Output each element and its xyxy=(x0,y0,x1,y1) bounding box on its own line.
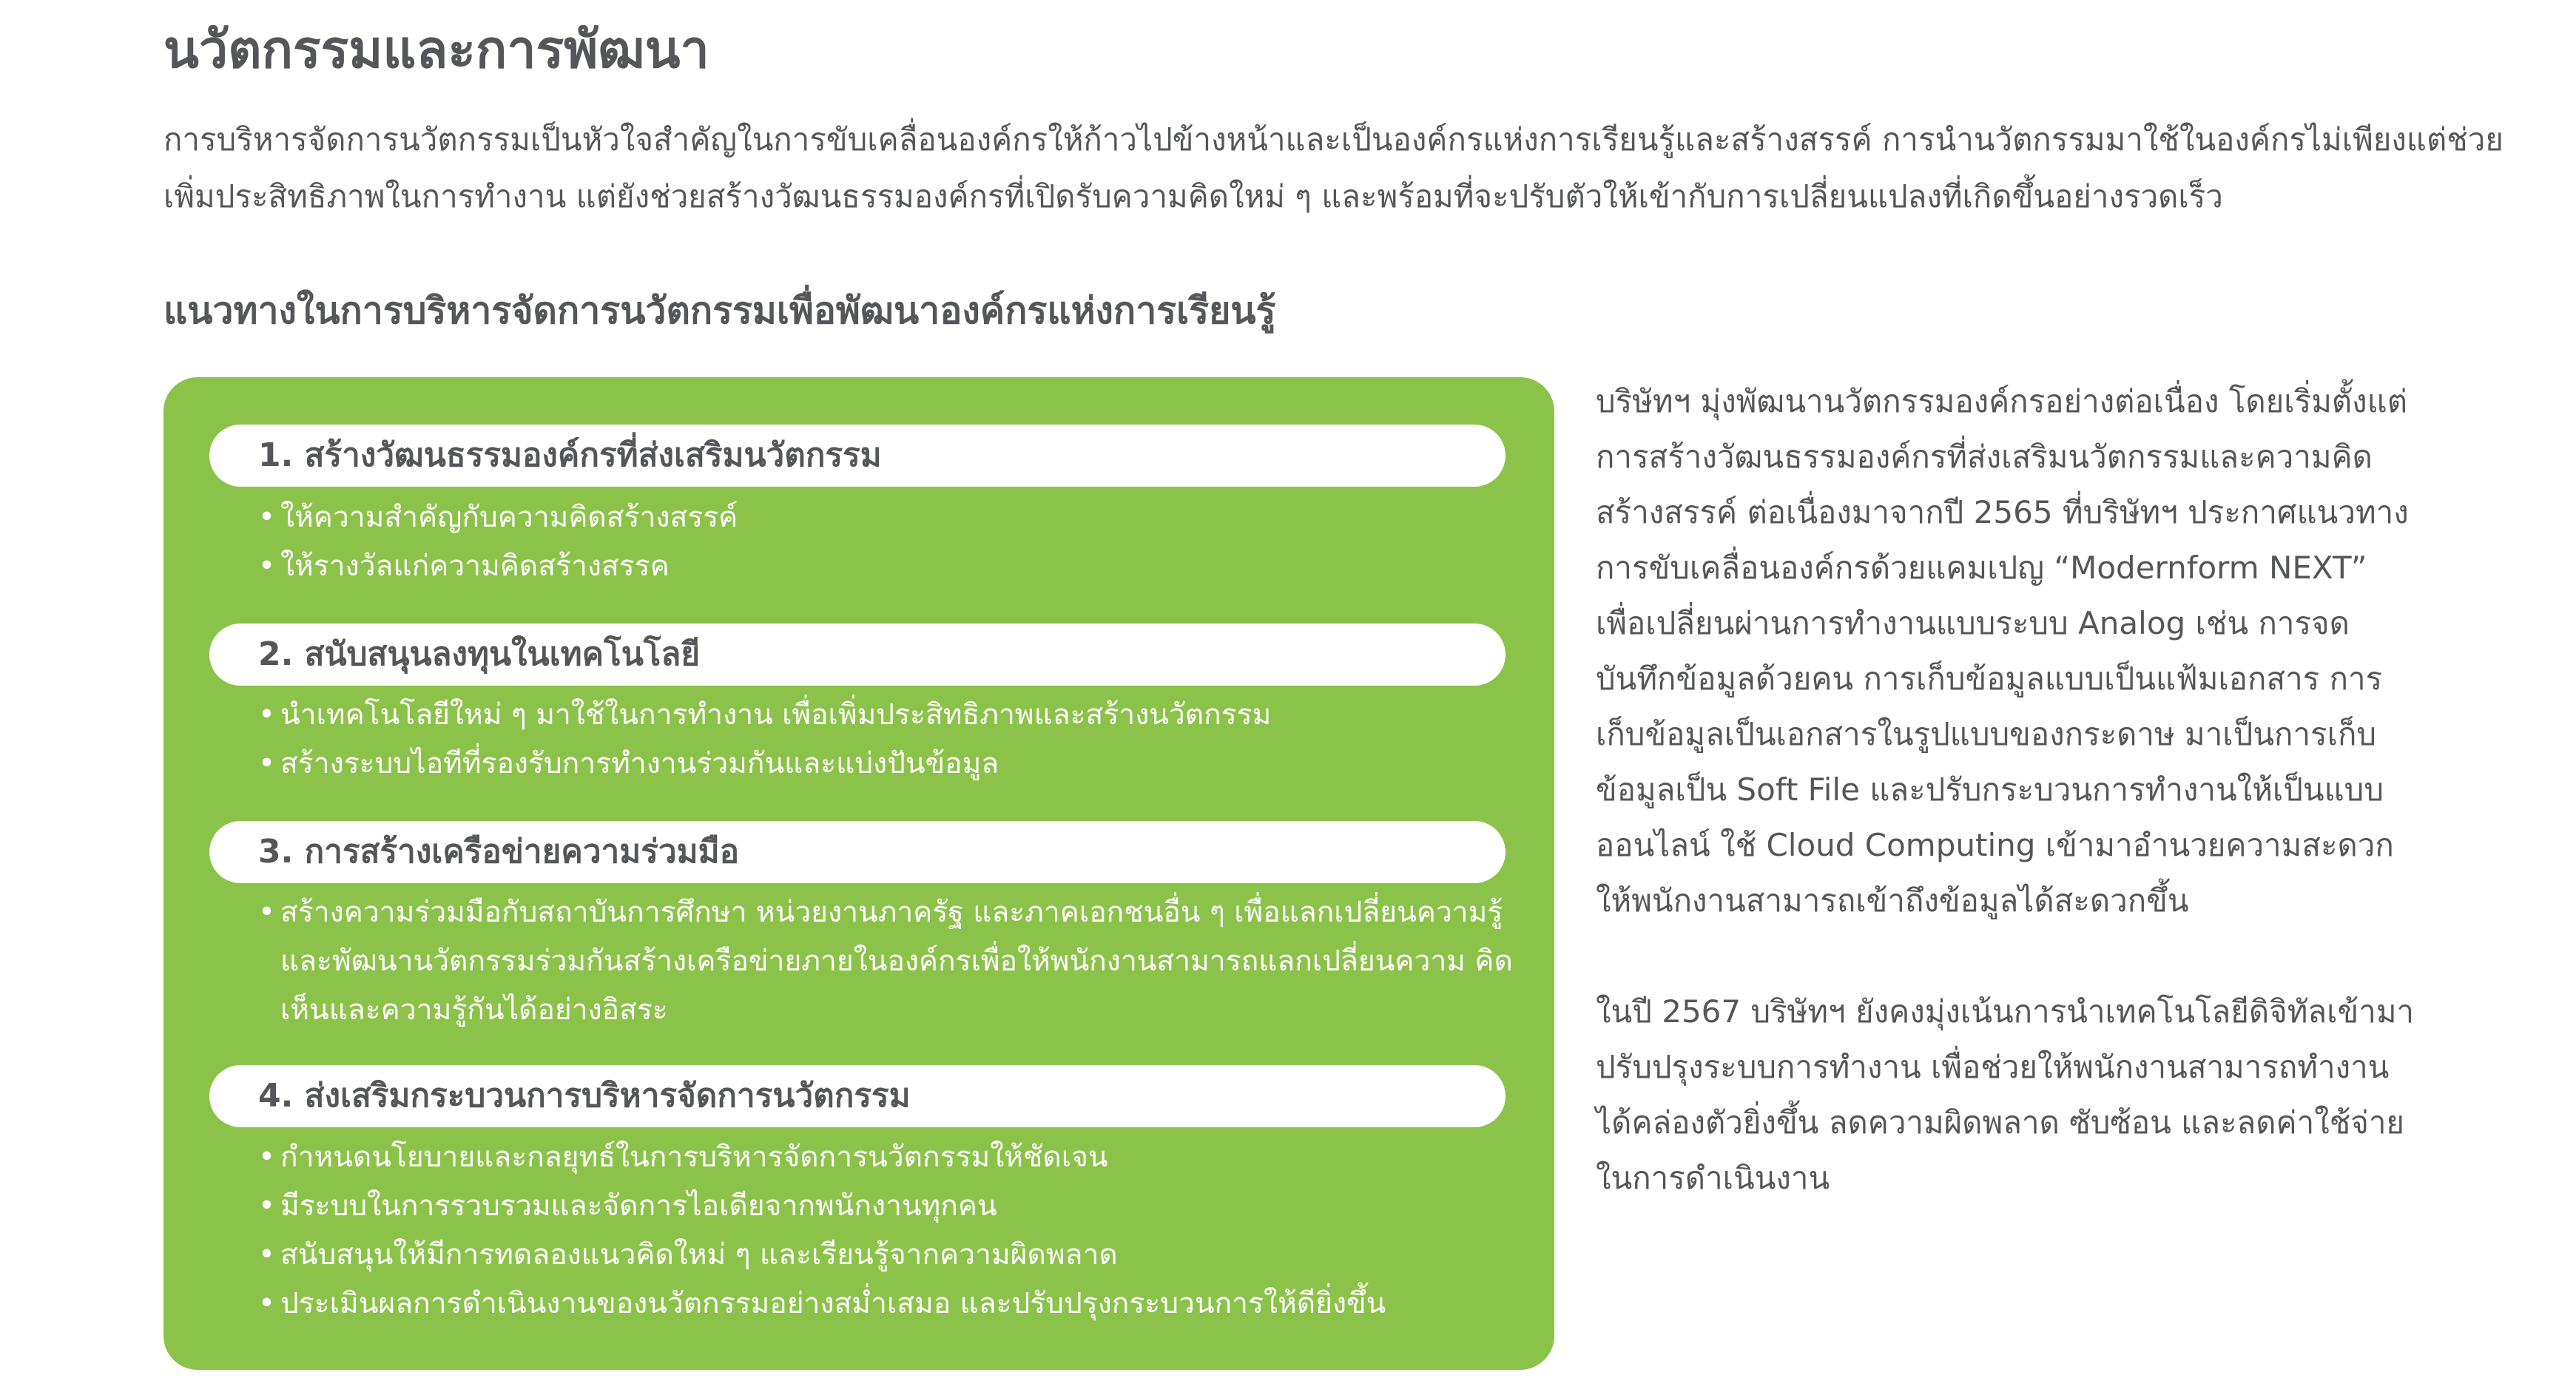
guidelines-panel xyxy=(163,377,1554,1370)
list-item-text: กำหนดนโยบายและกลยุทธ์ในการบริหารจัดการนวัตกรรมให้ชัดเจน xyxy=(280,1141,1108,1174)
list-item xyxy=(258,888,1538,1035)
list-item xyxy=(258,493,738,542)
bullet-icon: • xyxy=(258,896,276,929)
list-item xyxy=(258,1182,1386,1231)
side-description xyxy=(1596,374,2424,1206)
intro-line: การบริหารจัดการนวัตกรรมเป็นหัวใจสำคัญในการขับเคลื่อนองค์กรให้ก้าวไปข้างหน้าและเป็นองค์กรแห่งการเรียนรู้และสร้างสรรค์ การนำนวัตกรรมมาใช้ในองค์กรไม่เพียงแต่ช่วย xyxy=(163,121,2503,158)
list-item xyxy=(258,1231,1386,1280)
list-item-text: ให้รางวัลแก่ความคิดสร้างสรรค xyxy=(280,550,670,583)
side-paragraph-1: บริษัทฯ มุ่งพัฒนานวัตกรรมองค์กรอย่างต่อเนื่อง โดยเริ่มตั้งแต่การสร้างวัฒนธรรมองค์กรที่ส่งเสริมนวัตกรรมและความคิดสร้างสรรค์ ต่อเนื่องมาจากปี 2565 ที่บริษัทฯ ประกาศแนวทางการขับเคลื่อนองค์กรด้วยแคมเปญ “Modernform NEXT” เพื่อเปลี่ยนผ่านการทำงานแบบระบบ Analog เช่น การจดบันทึกข้อมูลด้วยคน การเก็บข้อมูลแบบเป็นแฟ้มเอกสาร การเก็บข้อมูลเป็นเอกสารในรูปแบบของกระดาษ มาเป็นการเก็บข้อมูลเป็น Soft File และปรับกระบวนการทำงานให้เป็นแบบออนไลน์ ใช้ Cloud Computing เข้ามาอำนวยความสะดวกให้พนักงานสามารถเข้าถึงข้อมูลได้สะดวกขึ้น xyxy=(1596,383,2409,919)
list-item xyxy=(258,740,1271,788)
list-item-text: มีระบบในการรวบรวมและจัดการไอเดียจากพนักงานทุกคน xyxy=(280,1189,997,1223)
list-item xyxy=(258,1280,1386,1328)
page-title: นวัตกรรมและการพัฒนา xyxy=(163,19,709,80)
bullet-icon: • xyxy=(258,747,276,780)
bullet-icon: • xyxy=(258,501,276,534)
list-item-text: นำเทคโนโลยีใหม่ ๆ มาใช้ในการทำงาน เพื่อเพิ่มประสิทธิภาพและสร้างนวัตกรรม xyxy=(280,698,1272,732)
list-item-text: ให้ความสำคัญกับความคิดสร้างสรรค์ xyxy=(280,501,738,534)
intro-paragraph xyxy=(163,111,2503,225)
bullet-icon: • xyxy=(258,1141,276,1174)
guideline-list-3 xyxy=(258,888,1538,1035)
bullet-icon: • xyxy=(258,550,276,583)
guideline-list-2 xyxy=(258,691,1271,788)
guideline-title-2: 2. สนับสนุนลงทุนในเทคโนโลยี xyxy=(209,624,1506,686)
section-heading: แนวทางในการบริหารจัดการนวัตกรรมเพื่อพัฒนาองค์กรแห่งการเรียนรู้ xyxy=(163,289,1276,332)
guideline-title-1: 1. สร้างวัฒนธรรมองค์กรที่ส่งเสริมนวัตกรรม xyxy=(209,425,1506,487)
list-item-text: ประเมินผลการดำเนินงานของนวัตกรรมอย่างสม่ำเสมอ และปรับปรุงกระบวนการให้ดียิ่งขึ้น xyxy=(280,1287,1386,1320)
guideline-list-4 xyxy=(258,1133,1386,1328)
list-item-text: สร้างความร่วมมือกับสถาบันการศึกษา หน่วยงานภาครัฐ และภาคเอกชนอื่น ๆ เพื่อแลกเปลี่ยนความรู้ และพัฒนานวัตกรรมร่วมกันสร้างเครือข่ายภายในองค์กรเพื่อให้พนักงานสามารถแลกเปลี่ยนความ คิดเห็นและความรู้กันได้อย่างอิสระ xyxy=(280,896,1513,1027)
list-item-text: สนับสนุนให้มีการทดลองแนวคิดใหม่ ๆ และเรียนรู้จากความผิดพลาด xyxy=(280,1238,1118,1271)
bullet-icon: • xyxy=(258,1189,276,1223)
bullet-icon: • xyxy=(258,698,276,732)
list-item-text: สร้างระบบไอทีที่รองรับการทำงานร่วมกันและแบ่งปันข้อมูล xyxy=(280,747,999,780)
guideline-list-1 xyxy=(258,493,738,591)
list-item xyxy=(258,691,1271,740)
bullet-icon: • xyxy=(258,1238,276,1271)
guideline-title-3: 3. การสร้างเครือข่ายความร่วมมือ xyxy=(209,821,1506,883)
list-item xyxy=(258,1133,1386,1182)
intro-line: เพิ่มประสิทธิภาพในการทำงาน แต่ยังช่วยสร้างวัฒนธรรมองค์กรที่เปิดรับความคิดใหม่ ๆ และพร้อมที่จะปรับตัวให้เข้ากับการเปลี่ยนแปลงที่เกิดขึ้นอย่างรวดเร็ว xyxy=(163,178,2223,215)
guideline-title-4: 4. ส่งเสริมกระบวนการบริหารจัดการนวัตกรรม xyxy=(209,1065,1506,1127)
side-paragraph-2: ในปี 2567 บริษัทฯ ยังคงมุ่งเน้นการนำเทคโนโลยีดิจิทัลเข้ามาปรับปรุงระบบการทำงาน เพื่อช่วยให้พนักงานสามารถทำงานได้คล่องตัวยิ่งขึ้น ลดความผิดพลาด ซับซ้อน และลดค่าใช้จ่ายในการดำเนินงาน xyxy=(1596,993,2415,1196)
bullet-icon: • xyxy=(258,1287,276,1320)
list-item xyxy=(258,542,738,591)
